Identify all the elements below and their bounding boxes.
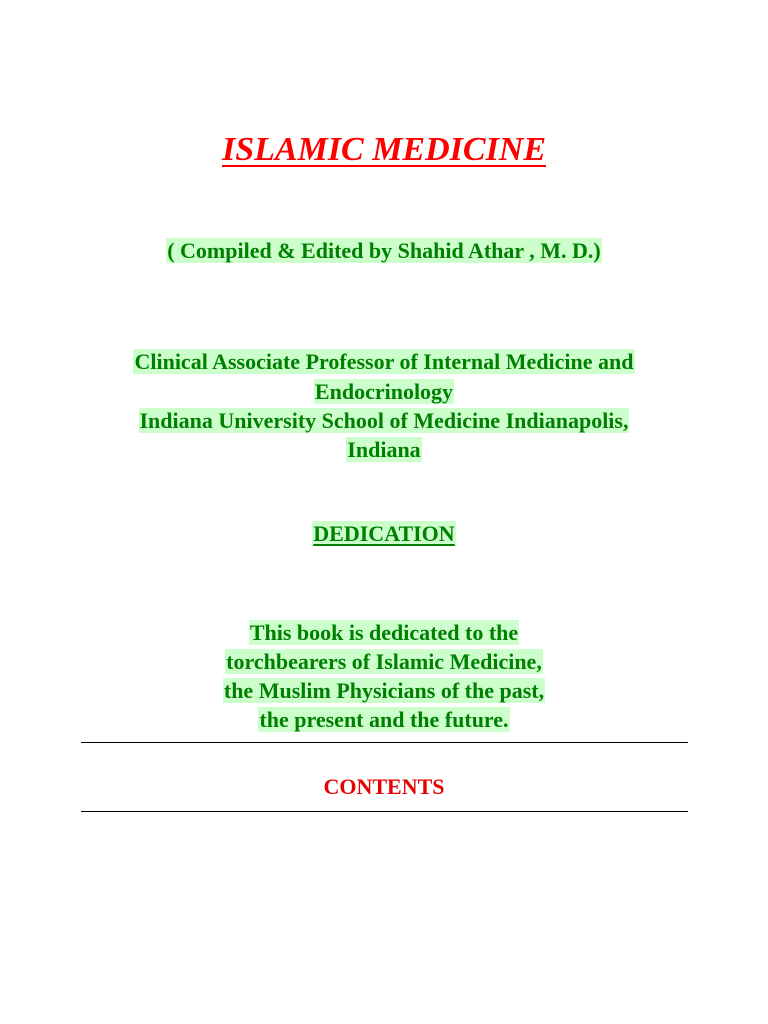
document-title — [0, 128, 768, 172]
dedication-line-3 — [0, 676, 768, 706]
dedication-line-2 — [0, 647, 768, 677]
document-title-text: ISLAMIC MEDICINE — [221, 131, 547, 168]
affiliation-line-1 — [0, 347, 768, 377]
dedication-heading-text: DEDICATION — [313, 521, 455, 546]
affiliation-text-4: Indiana — [347, 437, 421, 462]
affiliation-text-2: Endocrinology — [314, 379, 454, 404]
dedication-line-1 — [0, 618, 768, 648]
affiliation-line-2 — [0, 377, 768, 407]
contents-heading — [0, 772, 768, 802]
dedication-text-3: the Muslim Physicians of the past, — [223, 678, 545, 703]
affiliation-text-1: Clinical Associate Professor of Internal Medicine and — [134, 349, 634, 374]
affiliation-line-4 — [0, 435, 768, 465]
horizontal-rule-bottom — [81, 811, 688, 812]
contents-heading-text: CONTENTS — [323, 774, 445, 799]
dedication-text-4: the present and the future. — [259, 707, 509, 732]
dedication-line-4 — [0, 705, 768, 735]
compiled-by-line — [0, 236, 768, 266]
compiled-by-text: ( Compiled & Edited by Shahid Athar , M. D.) — [167, 238, 601, 263]
dedication-heading — [0, 519, 768, 549]
dedication-text-2: torchbearers of Islamic Medicine, — [226, 649, 542, 674]
horizontal-rule-top — [81, 742, 688, 743]
affiliation-text-3: Indiana University School of Medicine Indianapolis, — [139, 408, 629, 433]
dedication-text-1: This book is dedicated to the — [249, 620, 519, 645]
affiliation-line-3 — [0, 406, 768, 436]
